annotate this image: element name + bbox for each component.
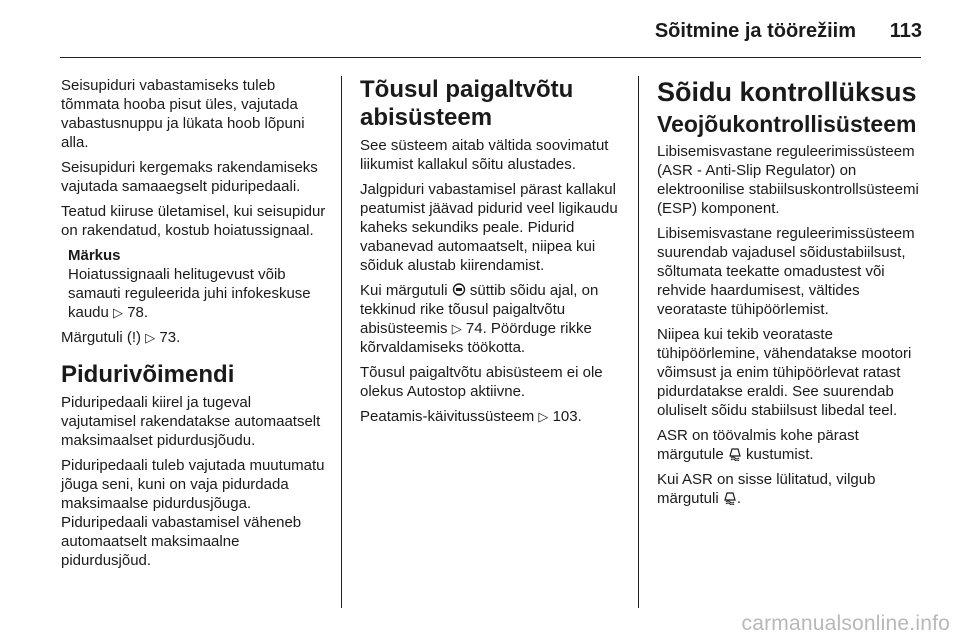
paragraph: See süsteem aitab vältida soovimatut liikumist kallakul sõitu alustades. xyxy=(360,137,609,173)
paragraph-text: ASR on töövalmis kohe pärast märgutule xyxy=(657,427,859,463)
paragraph-text: Märgutuli xyxy=(61,329,123,346)
watermark: carmanualsonline.info xyxy=(741,612,950,635)
paragraph: Libisemisvastane reguleerimissüsteem suurendab vajadusel sõidustabiilsust, sõltumata teekatte omadustest või rehvide haardumisest, vältides veorataste tühipöörlemist. xyxy=(657,225,915,318)
page-ref-link[interactable]: 78. xyxy=(127,304,149,321)
brake-warning-icon: (!) xyxy=(126,329,142,346)
note-block xyxy=(68,246,329,322)
paragraph: Seisupiduri vabastamiseks tuleb tõmmata hooba pisut üles, vajutada vabastusnuppu ja lükata hoob lõpuni alla. xyxy=(61,77,305,151)
paragraph: Niipea kui tekib veorataste tühipöörlemine, vähendatakse mootori võimsust ja enim tühipöörlevat ratast pidurdatakse eraldi. See suurendab oluliselt sõidu stabiilsust libedal teel. xyxy=(657,326,912,419)
column-3 xyxy=(657,76,925,514)
paragraph xyxy=(360,407,626,426)
paragraph-text: . xyxy=(736,490,742,507)
paragraph-text: Kui märgutuli xyxy=(360,282,448,299)
paragraph: Piduripedaali kiirel ja tugeval vajutamisel rakendatakse automaatselt maksimaalset pidurdusjõudu. xyxy=(61,394,321,449)
section-heading: Sõidu kontrollüksus xyxy=(657,77,917,107)
paragraph: Piduripedaali tuleb vajutada muutumatu jõuga seni, kuni on vaja pidurdada maksimaalse pidurdusjõuga. Piduripedaali vabastamisel väheneb automaatselt maksimaalne pidurdusjõud. xyxy=(61,457,325,569)
page-ref-link[interactable]: 74. Pöörduge rikke kõrvaldamiseks töökotta. xyxy=(360,320,592,356)
paragraph: Jalgpiduri vabastamisel pärast kallakul peatumist jäävad pidurid veel ligikaudu kaheks sekundiks peale. Pidurid vabanevad automaatselt, niipea kui sõiduk alustab kiirendamist. xyxy=(360,181,618,274)
section-subheading: Veojõukontrollisüsteem xyxy=(657,111,917,137)
paragraph-text: süttib sõidu ajal, on tekkinud rike tõusul paigaltvõtu abisüsteemis xyxy=(360,282,599,337)
paragraph-text: Peatamis-käivitussüsteem xyxy=(360,408,535,425)
paragraph-text: kustumist. xyxy=(746,446,814,463)
column-divider-2 xyxy=(638,76,639,608)
column-divider-1 xyxy=(341,76,342,608)
paragraph xyxy=(657,426,925,464)
section-heading: Tõusul paigaltvõtu abisüsteem xyxy=(360,76,574,131)
engine-light-icon xyxy=(452,283,466,296)
paragraph: Libisemisvastane reguleerimissüsteem (ASR - Anti-Slip Regulator) on elektroonilise stabiilsuskontrollsüsteemi (ESP) komponent. xyxy=(657,143,919,217)
traction-light-icon xyxy=(728,447,742,461)
page-ref-icon: ▷ xyxy=(451,321,462,336)
note-title: Märkus xyxy=(68,247,121,264)
page-ref-icon: ▷ xyxy=(538,409,549,424)
traction-light-icon xyxy=(723,491,737,505)
page-ref-icon: ▷ xyxy=(113,305,124,320)
paragraph xyxy=(657,470,925,508)
paragraph: Tõusul paigaltvõtu abisüsteem ei ole olekus Autostop aktiivne. xyxy=(360,364,603,400)
page-header xyxy=(0,0,960,58)
paragraph: Seisupiduri kergemaks rakendamiseks vajutada samaaegselt piduripedaali. xyxy=(61,159,318,195)
page-title: Sõitmine ja töörežiim xyxy=(654,20,856,42)
paragraph xyxy=(61,328,329,347)
page-ref-link[interactable]: 73. xyxy=(159,329,181,346)
paragraph xyxy=(360,281,626,357)
paragraph-text: Kui ASR on sisse lülitatud, vilgub märgutuli xyxy=(657,471,876,507)
paragraph: Teatud kiiruse ületamisel, kui seisupidur on rakendatud, kostub hoiatussignaal. xyxy=(61,203,326,239)
note-text: Hoiatussignaali helitugevust võib samauti reguleerida juhi infokeskuse kaudu xyxy=(68,266,311,321)
page-ref-link[interactable]: 103. xyxy=(552,408,582,425)
section-heading: Pidurivõimendi xyxy=(61,361,235,388)
column-2 xyxy=(360,76,626,432)
column-1 xyxy=(61,76,329,576)
page-number: 113 xyxy=(889,20,922,42)
page-ref-icon: ▷ xyxy=(145,330,156,345)
header-divider xyxy=(60,57,921,58)
